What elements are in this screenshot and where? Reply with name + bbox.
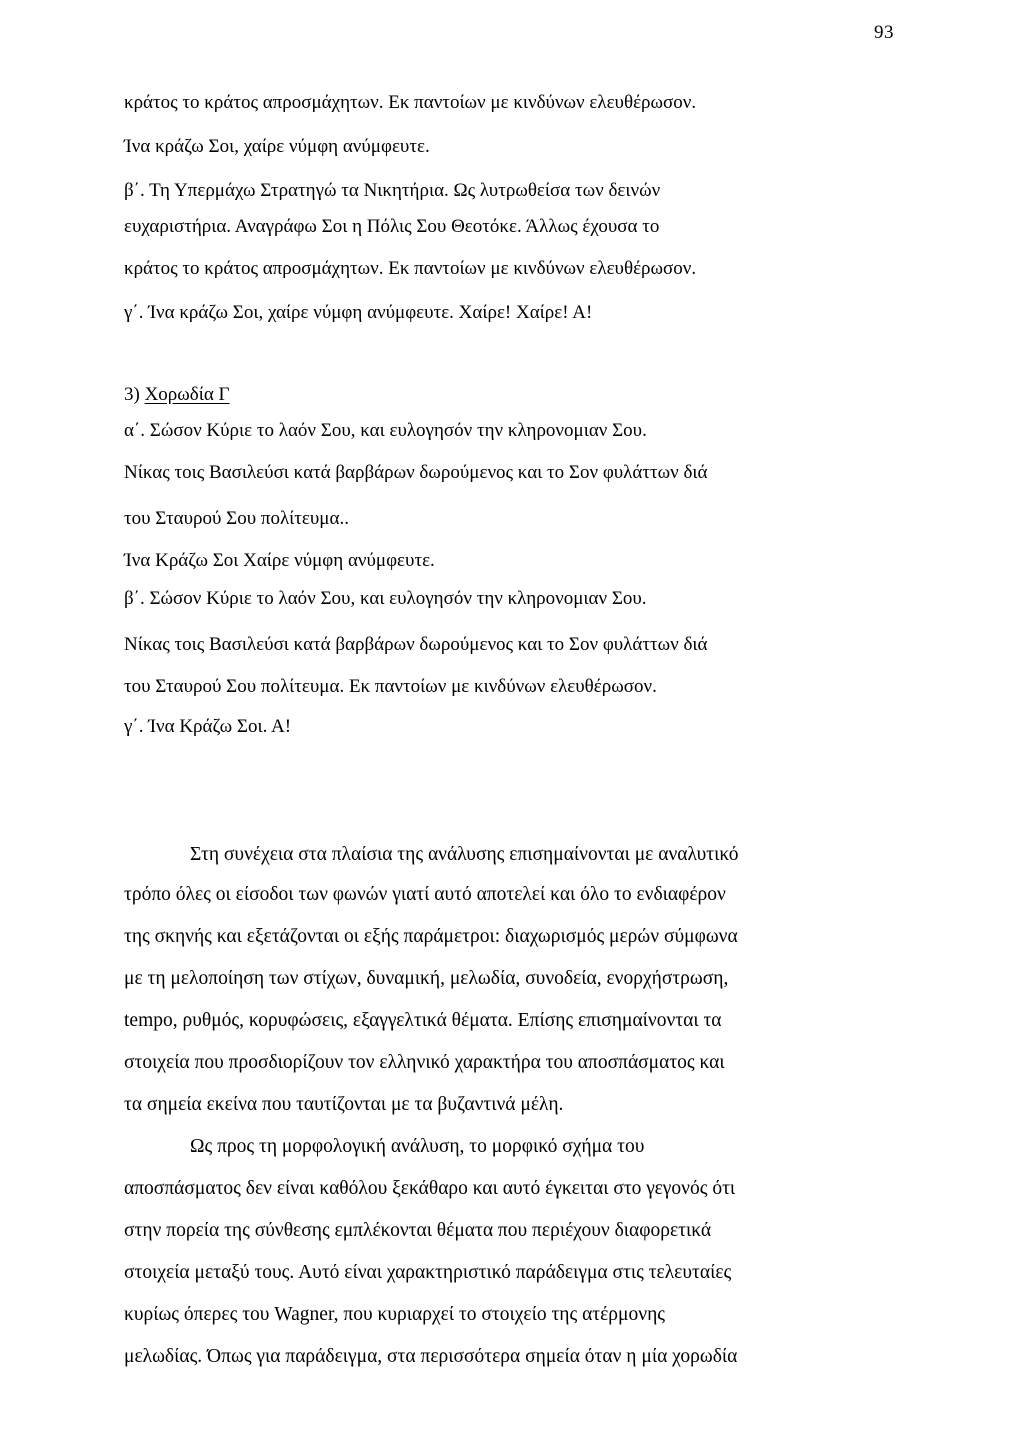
- chorus-line: του Σταυρού Σου πολίτευμα..: [124, 508, 349, 529]
- hymn-line: κράτος το κράτος απροσμάχητων. Εκ παντοίων με κινδύνων ελευθέρωσον.: [124, 258, 697, 279]
- body-line: αποσπάσματος δεν είναι καθόλου ξεκάθαρο και αυτό έγκειται στο γεγονός ότι: [124, 1178, 736, 1199]
- chorus-line: Ίνα Κράζω Σοι Χαίρε νύμφη ανύμφευτε.: [124, 550, 435, 571]
- body-line: Ως προς τη μορφολογική ανάλυση, το μορφικό σχήμα του: [190, 1136, 645, 1157]
- section-title: Χορωδία Γ: [144, 384, 230, 405]
- body-line: τρόπο όλες οι είσοδοι των φωνών γιατί αυτό αποτελεί και όλο το ενδιαφέρον: [124, 884, 726, 905]
- hymn-line: Ίνα κράζω Σοι, χαίρε νύμφη ανύμφευτε.: [124, 136, 430, 157]
- chorus-line: Νίκας τοις Βασιλεύσι κατά βαρβάρων δωρούμενος και το Σον φυλάττων διά: [124, 634, 708, 655]
- page-number: 93: [874, 22, 894, 43]
- chorus-line: Νίκας τοις Βασιλεύσι κατά βαρβάρων δωρούμενος και το Σον φυλάττων διά: [124, 462, 708, 483]
- hymn-line: β΄. Τη Υπερμάχω Στρατηγώ τα Νικητήρια. Ως λυτρωθείσα των δεινών: [124, 180, 661, 201]
- body-line: κυρίως όπερες του Wagner, που κυριαρχεί το στοιχείο της ατέρμονης: [124, 1304, 665, 1325]
- hymn-line: γ΄. Ίνα κράζω Σοι, χαίρε νύμφη ανύμφευτε. Χαίρε! Χαίρε! Α!: [124, 302, 593, 323]
- body-line: τα σημεία εκείνα που ταυτίζονται με τα βυζαντινά μέλη.: [124, 1094, 564, 1115]
- body-line: Στη συνέχεια στα πλαίσια της ανάλυσης επισημαίνονται με αναλυτικό: [190, 844, 739, 865]
- body-line: με τη μελοποίηση των στίχων, δυναμική, μελωδία, συνοδεία, ενορχήστρωση,: [124, 968, 729, 989]
- chorus-line: γ΄. Ίνα Κράζω Σοι. Α!: [124, 716, 292, 737]
- body-line: μελωδίας. Όπως για παράδειγμα, στα περισσότερα σημεία όταν η μία χορωδία: [124, 1346, 738, 1367]
- chorus-line: β΄. Σώσον Κύριε το λαόν Σου, και ευλογησόν την κληρονομιαν Σου.: [124, 588, 647, 609]
- hymn-line: κράτος το κράτος απροσμάχητων. Εκ παντοίων με κινδύνων ελευθέρωσον.: [124, 92, 697, 113]
- section-heading: [124, 384, 230, 406]
- body-line: της σκηνής και εξετάζονται οι εξής παράμετροι: διαχωρισμός μερών σύμφωνα: [124, 926, 738, 947]
- chorus-line: του Σταυρού Σου πολίτευμα. Εκ παντοίων με κινδύνων ελευθέρωσον.: [124, 676, 657, 697]
- body-line: στην πορεία της σύνθεσης εμπλέκονται θέματα που περιέχουν διαφορετικά: [124, 1220, 712, 1241]
- body-line: tempo, ρυθμός, κορυφώσεις, εξαγγελτικά θέματα. Επίσης επισημαίνονται τα: [124, 1010, 722, 1031]
- body-line: στοιχεία που προσδιορίζουν τον ελληνικό χαρακτήρα του αποσπάσματος και: [124, 1052, 725, 1073]
- hymn-line: ευχαριστήρια. Αναγράφω Σοι η Πόλις Σου Θεοτόκε. Άλλως έχουσα το: [124, 216, 660, 237]
- section-number: 3): [124, 384, 145, 405]
- chorus-line: α΄. Σώσον Κύριε το λαόν Σου, και ευλογησόν την κληρονομιαν Σου.: [124, 420, 647, 441]
- body-line: στοιχεία μεταξύ τους. Αυτό είναι χαρακτηριστικό παράδειγμα στις τελευταίες: [124, 1262, 732, 1283]
